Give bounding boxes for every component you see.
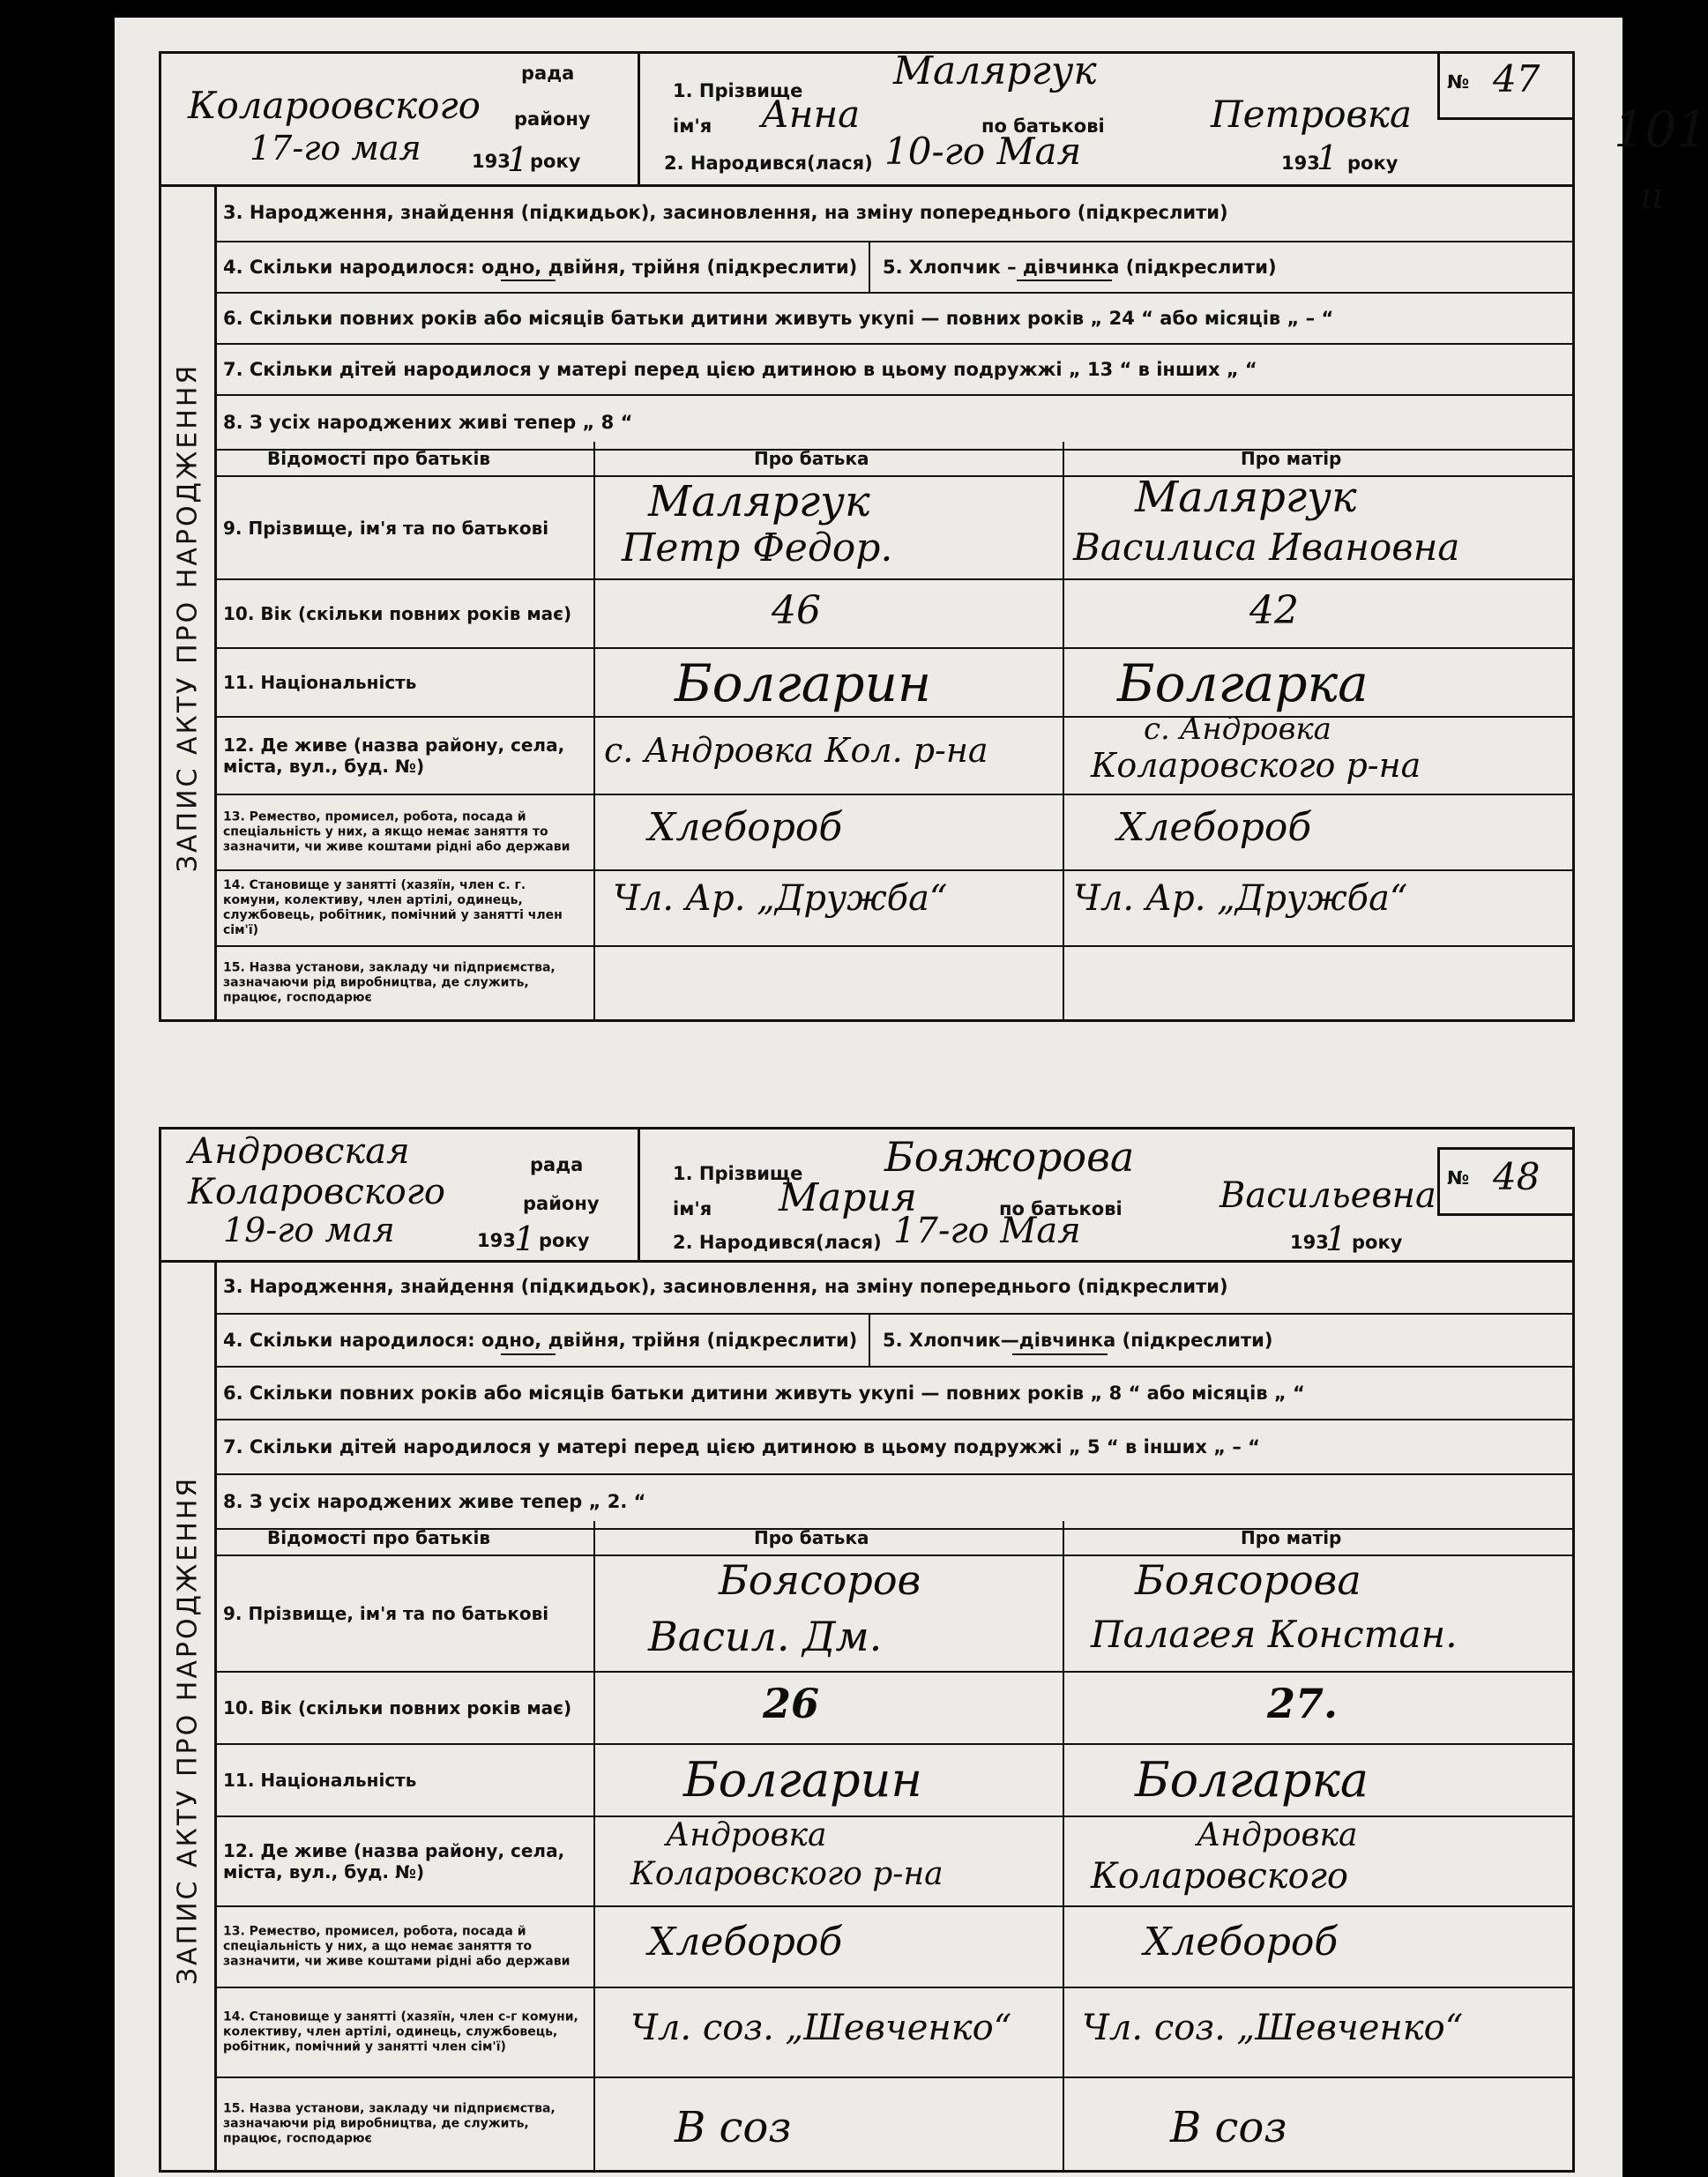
q4-text: 4. Скільки народилося: одно, двійня, трійня (підкреслити) bbox=[223, 257, 858, 278]
record-number-box bbox=[1437, 54, 1572, 120]
rayon-label: району bbox=[514, 108, 591, 130]
father-occupation: Хлебороб bbox=[648, 1920, 843, 1965]
record-number-handwritten: 47 bbox=[1493, 57, 1540, 101]
number-label: № bbox=[1447, 71, 1470, 93]
father-age: 46 bbox=[772, 588, 821, 633]
label-column bbox=[214, 1521, 595, 2170]
q5-text: 5. Хлопчик—дівчинка (підкреслити) bbox=[883, 1330, 1273, 1351]
mother-status: Чл. Ар. „Дружба“ bbox=[1073, 878, 1408, 919]
q8-text: 8. З усіх народжених живі тепер „ 8 “ bbox=[223, 412, 633, 433]
q8-text: 8. З усіх народжених живе тепер „ 2. “ bbox=[223, 1491, 646, 1512]
document-page bbox=[115, 18, 1708, 2177]
row-4-5 bbox=[214, 242, 1572, 294]
father-status: Чл. Ар. „Дружба“ bbox=[613, 878, 948, 919]
record-number-box bbox=[1437, 1147, 1572, 1216]
year-handwritten: 1 bbox=[514, 1219, 536, 1258]
surname-label: 1. Прізвище bbox=[673, 1163, 803, 1184]
mother-status: Чл. соз. „Шевченко“ bbox=[1082, 2008, 1464, 2048]
row-6 bbox=[214, 1368, 1572, 1420]
surname-handwritten: Бояжорова bbox=[884, 1133, 1135, 1181]
mother-age: 27. bbox=[1267, 1680, 1339, 1727]
th-parents-info: Відомості про батьків bbox=[267, 1527, 490, 1548]
rada-label: рада bbox=[521, 63, 575, 84]
mother-residence-village: Андровка bbox=[1197, 1817, 1358, 1853]
label-10: 10. Вік (скільки повних років має) bbox=[223, 603, 572, 624]
year-label: 193 bbox=[472, 151, 511, 172]
rayon-label: району bbox=[523, 1193, 600, 1214]
rada-handwritten: Андровская bbox=[188, 1131, 410, 1172]
patronymic-handwritten: Васильевна bbox=[1219, 1175, 1436, 1216]
mother-residence-district: Коларовского р-на bbox=[1091, 746, 1421, 785]
row-6 bbox=[214, 294, 1572, 345]
year-suffix: року bbox=[530, 151, 581, 172]
label-10: 10. Вік (скільки повних років має) bbox=[223, 1697, 572, 1718]
th-parents-info: Відомості про батьків bbox=[267, 448, 490, 469]
side-title: ЗАПИС АКТУ ПРО НАРОДЖЕННЯ bbox=[172, 1475, 204, 1986]
margin-mark-101: 101 bbox=[1614, 101, 1708, 159]
q3-text: 3. Народження, знайдення (підкидьок), засиновлення, на зміну попереднього (підкреслити) bbox=[223, 1276, 1228, 1297]
q6-text: 6. Скільки повних років або місяців батьки дитини живуть укупі — повних років „ 24 “ або місяців „ – “ bbox=[223, 308, 1334, 329]
q4-text: 4. Скільки народилося: одно, двійня, трійня (підкреслити) bbox=[223, 1330, 858, 1351]
mother-occupation: Хлебороб bbox=[1144, 1920, 1339, 1965]
label-11: 11. Національність bbox=[223, 672, 417, 693]
date-handwritten: 19-го мая bbox=[223, 1211, 395, 1249]
mother-name: Палагея Констан. bbox=[1091, 1613, 1458, 1656]
label-9: 9. Прізвище, ім'я та по батькові bbox=[223, 1603, 549, 1624]
number-label: № bbox=[1447, 1167, 1470, 1189]
label-13: 13. Ремество, промисел, робота, посада й спеціальність у них, а якщо немає заняття то зазначити, чи живе коштами рідні або держави bbox=[223, 809, 571, 854]
record-rows bbox=[214, 184, 1572, 1019]
th-father: Про батька bbox=[754, 448, 869, 469]
birth-record-48 bbox=[159, 1127, 1575, 2173]
birth-year-suffix: року bbox=[1347, 153, 1398, 174]
mother-workplace: В соз bbox=[1170, 2103, 1287, 2152]
q3-text: 3. Народження, знайдення (підкидьок), засиновлення, на зміну попереднього (підкреслити) bbox=[223, 202, 1228, 223]
father-name: Петр Федор. bbox=[622, 526, 893, 570]
mother-column bbox=[1064, 442, 1572, 1019]
side-title-bar bbox=[161, 184, 217, 1019]
patronymic-label: по батькові bbox=[999, 1198, 1123, 1219]
th-mother: Про матір bbox=[1241, 448, 1342, 469]
father-nationality: Болгарин bbox=[675, 653, 932, 713]
father-status: Чл. соз. „Шевченко“ bbox=[630, 2008, 1012, 2048]
mother-surname: Маляргук bbox=[1135, 473, 1357, 522]
mother-residence-village: с. Андровка bbox=[1144, 712, 1331, 747]
year-suffix: року bbox=[539, 1230, 590, 1251]
side-title: ЗАПИС АКТУ ПРО НАРОДЖЕННЯ bbox=[172, 362, 204, 872]
underline-one bbox=[501, 280, 556, 281]
registry-office-block bbox=[161, 54, 640, 184]
record-number-handwritten: 48 bbox=[1493, 1155, 1540, 1198]
mother-occupation: Хлебороб bbox=[1117, 805, 1312, 850]
birth-year-handwritten: 1 bbox=[1325, 1219, 1347, 1258]
father-name: Васил. Дм. bbox=[648, 1613, 883, 1660]
born-label: 2. Народився(лася) bbox=[664, 153, 873, 174]
father-residence: с. Андровка Кол. р-на bbox=[604, 731, 988, 770]
mother-surname: Боясорова bbox=[1135, 1556, 1361, 1604]
label-12: 12. Де живе (назва району, села, міста, вул., буд. №) bbox=[223, 734, 565, 777]
underline-girl bbox=[1017, 280, 1112, 281]
mother-column bbox=[1064, 1521, 1572, 2170]
surname-handwritten: Маляргук bbox=[893, 48, 1097, 93]
label-14: 14. Становище у занятті (хазяїн, член с. г. комуни, колективу, член артілі, одинець, службовець, робітник, помічний у занятті член сім'ї) bbox=[223, 878, 563, 937]
label-11: 11. Національність bbox=[223, 1770, 417, 1791]
q7-text: 7. Скільки дітей народилося у матері перед цією дитиною в цьому подружжі „ 13 “ в інших „ “ bbox=[223, 359, 1257, 380]
father-column bbox=[595, 442, 1064, 1019]
row-divider bbox=[869, 1315, 870, 1366]
label-13: 13. Ремество, промисел, робота, посада й спеціальність у них, а що немає заняття то зазначити, чи живе коштами рідні або держави bbox=[223, 1924, 571, 1969]
row-7 bbox=[214, 345, 1572, 396]
name-handwritten: Мария bbox=[779, 1175, 917, 1220]
th-mother: Про матір bbox=[1241, 1527, 1342, 1548]
q6-text: 6. Скільки повних років або місяців батьки дитини живуть укупі — повних років „ 8 “ або місяців „ “ bbox=[223, 1383, 1305, 1404]
birth-record-47 bbox=[159, 48, 1575, 1022]
label-14: 14. Становище у занятті (хазяїн, член с-г комуни, колективу, член артілі, одинець, службовець, робітник, помічний у занятті член сім'ї) bbox=[223, 2009, 578, 2054]
birth-year-handwritten: 1 bbox=[1316, 138, 1339, 177]
th-father: Про батька bbox=[754, 1527, 869, 1548]
q5-text: 5. Хлопчик – дівчинка (підкреслити) bbox=[883, 257, 1277, 278]
label-column bbox=[214, 442, 595, 1019]
label-9: 9. Прізвище, ім'я та по батькові bbox=[223, 517, 549, 539]
father-workplace: В соз bbox=[675, 2103, 792, 2152]
birth-date-handwritten: 10-го Мая bbox=[884, 130, 1082, 173]
record-header bbox=[161, 48, 1572, 187]
underline-girl bbox=[1012, 1353, 1108, 1355]
date-handwritten: 17-го мая bbox=[250, 129, 421, 168]
year-handwritten: 1 bbox=[507, 140, 529, 179]
registry-office-block bbox=[161, 1130, 640, 1260]
birth-date-handwritten: 17-го Мая bbox=[893, 1211, 1081, 1251]
label-15: 15. Назва установи, закладу чи підприємства, зазначаючи рід виробництва, де служить, працює, господарює bbox=[223, 2101, 556, 2146]
name-label: ім'я bbox=[673, 1198, 712, 1219]
father-surname: Боясоров bbox=[719, 1556, 921, 1604]
name-label: ім'я bbox=[673, 116, 712, 137]
mother-age: 42 bbox=[1249, 588, 1299, 633]
rada-label: рада bbox=[530, 1154, 584, 1175]
mother-nationality: Болгарка bbox=[1117, 653, 1369, 713]
label-12: 12. Де живе (назва району, села, міста, вул., буд. №) bbox=[223, 1840, 565, 1883]
surname-label: 1. Прізвище bbox=[673, 80, 803, 101]
margin-mark-tick: ıı bbox=[1640, 176, 1663, 217]
born-label: 2. Народився(лася) bbox=[673, 1232, 882, 1253]
mother-nationality: Болгарка bbox=[1135, 1752, 1369, 1808]
row-7 bbox=[214, 1420, 1572, 1475]
birth-year-suffix: року bbox=[1352, 1232, 1403, 1253]
mother-residence-district: Коларовского bbox=[1091, 1856, 1348, 1897]
father-occupation: Хлебороб bbox=[648, 805, 843, 850]
row-3 bbox=[214, 1260, 1572, 1315]
name-handwritten: Анна bbox=[761, 93, 861, 136]
year-label: 193 bbox=[477, 1230, 516, 1251]
parents-table bbox=[214, 1521, 1572, 2170]
patronymic-label: по батькові bbox=[981, 116, 1105, 137]
birth-year-label: 193 bbox=[1281, 153, 1320, 174]
father-surname: Маляргук bbox=[648, 477, 870, 526]
label-15: 15. Назва установи, закладу чи підприємства, зазначаючи рід виробництва, де служить, працює, господарює bbox=[223, 960, 556, 1005]
record-rows bbox=[214, 1260, 1572, 2170]
side-title-bar bbox=[161, 1260, 217, 2170]
record-header bbox=[161, 1130, 1572, 1263]
mother-name: Василиса Ивановна bbox=[1073, 526, 1460, 569]
father-column bbox=[595, 1521, 1064, 2170]
birth-year-label: 193 bbox=[1290, 1232, 1329, 1253]
rayon-handwritten: Коларовского bbox=[188, 1172, 445, 1212]
parents-table bbox=[214, 442, 1572, 1019]
father-age: 26 bbox=[763, 1680, 820, 1727]
patronymic-handwritten: Петровка bbox=[1211, 93, 1413, 136]
row-divider bbox=[869, 242, 870, 292]
father-residence-district: Коларовского р-на bbox=[630, 1856, 944, 1892]
father-residence-village: Андровка bbox=[666, 1817, 827, 1853]
rayon-handwritten: Колароовского bbox=[188, 84, 481, 127]
row-3 bbox=[214, 184, 1572, 242]
father-nationality: Болгарин bbox=[683, 1752, 922, 1808]
row-4-5 bbox=[214, 1315, 1572, 1368]
underline-one bbox=[501, 1353, 556, 1355]
q7-text: 7. Скільки дітей народилося у матері перед цією дитиною в цьому подружжі „ 5 “ в інших „ – “ bbox=[223, 1436, 1260, 1458]
